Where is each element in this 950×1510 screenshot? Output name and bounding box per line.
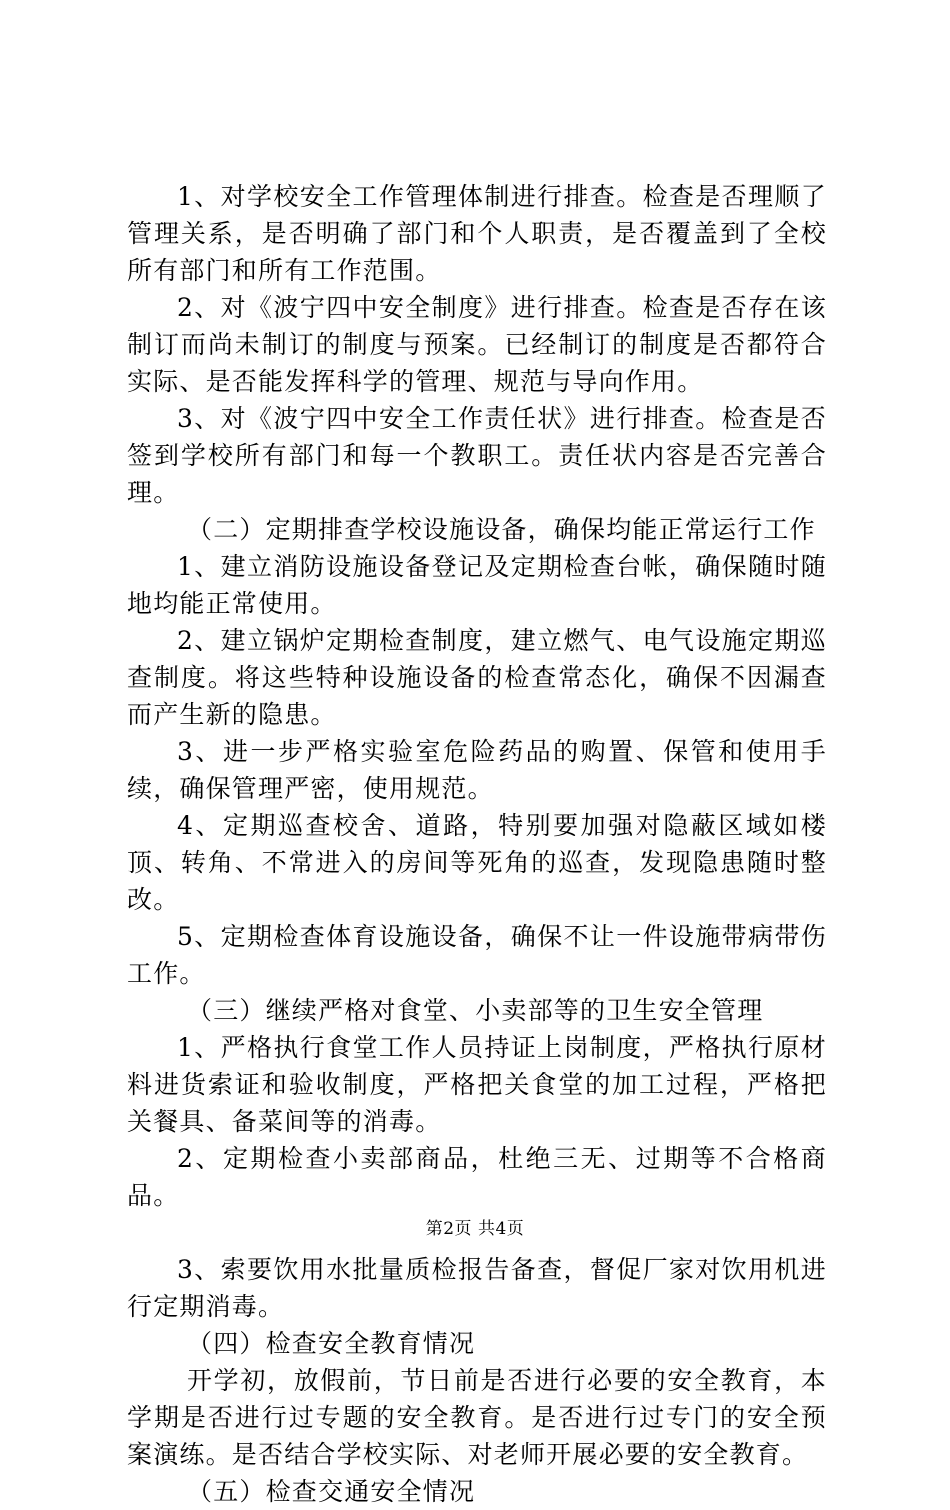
paragraph-6: 3、进一步严格实验室危险药品的购置、保管和使用手续，确保管理严密，使用规范。 [127, 737, 827, 803]
paragraph-7: 4、定期巡查校舍、道路，特别要加强对隐蔽区域如楼顶、转角、不常进入的房间等死角的巡查，发现隐患随时整改。 [127, 811, 827, 914]
paragraph-9: 1、严格执行食堂工作人员持证上岗制度，严格执行原材料进货索证和验收制度，严格把关食堂的加工过程，严格把关餐具、备菜间等的消毒。 [127, 1033, 827, 1136]
paragraph-5: 2、建立锅炉定期检查制度，建立燃气、电气设施定期巡查制度。将这些特种设施设备的检查常态化，确保不因漏查而产生新的隐患。 [127, 626, 827, 729]
paragraph-11: 3、索要饮用水批量质检报告备查，督促厂家对饮用机进行定期消毒。 [127, 1255, 827, 1321]
section-heading-5: （五）检查交通安全情况 [187, 1477, 476, 1506]
paragraph-3: 3、对《波宁四中安全工作责任状》进行排查。检查是否签到学校所有部门和每一个教职工。责任状内容是否完善合理。 [127, 404, 827, 507]
section-heading-3: （三）继续严格对食堂、小卖部等的卫生安全管理 [187, 996, 764, 1025]
section-heading-4: （四）检查安全教育情况 [187, 1329, 476, 1358]
paragraph-12: 开学初，放假前，节日前是否进行必要的安全教育，本学期是否进行过专题的安全教育。是否进行过专门的安全预案演练。是否结合学校实际、对老师开展必要的安全教育。 [127, 1366, 827, 1469]
paragraph-4: 1、建立消防设施设备登记及定期检查台帐，确保随时随地均能正常使用。 [127, 552, 827, 618]
document-body [127, 178, 827, 1510]
paragraph-10: 2、定期检查小卖部商品，杜绝三无、过期等不合格商品。 [127, 1144, 827, 1210]
section-heading-2: （二）定期排查学校设施设备，确保均能正常运行工作 [187, 515, 816, 544]
paragraph-1: 1、对学校安全工作管理体制进行排查。检查是否理顺了管理关系，是否明确了部门和个人职责，是否覆盖到了全校所有部门和所有工作范围。 [127, 182, 827, 285]
page-number-footer: 第2页 共4页 [425, 1219, 525, 1239]
paragraph-8: 5、定期检查体育设施设备，确保不让一件设施带病带伤工作。 [127, 922, 827, 988]
paragraph-2: 2、对《波宁四中安全制度》进行排查。检查是否存在该制订而尚未制订的制度与预案。已经制订的制度是否都符合实际、是否能发挥科学的管理、规范与导向作用。 [127, 293, 827, 396]
